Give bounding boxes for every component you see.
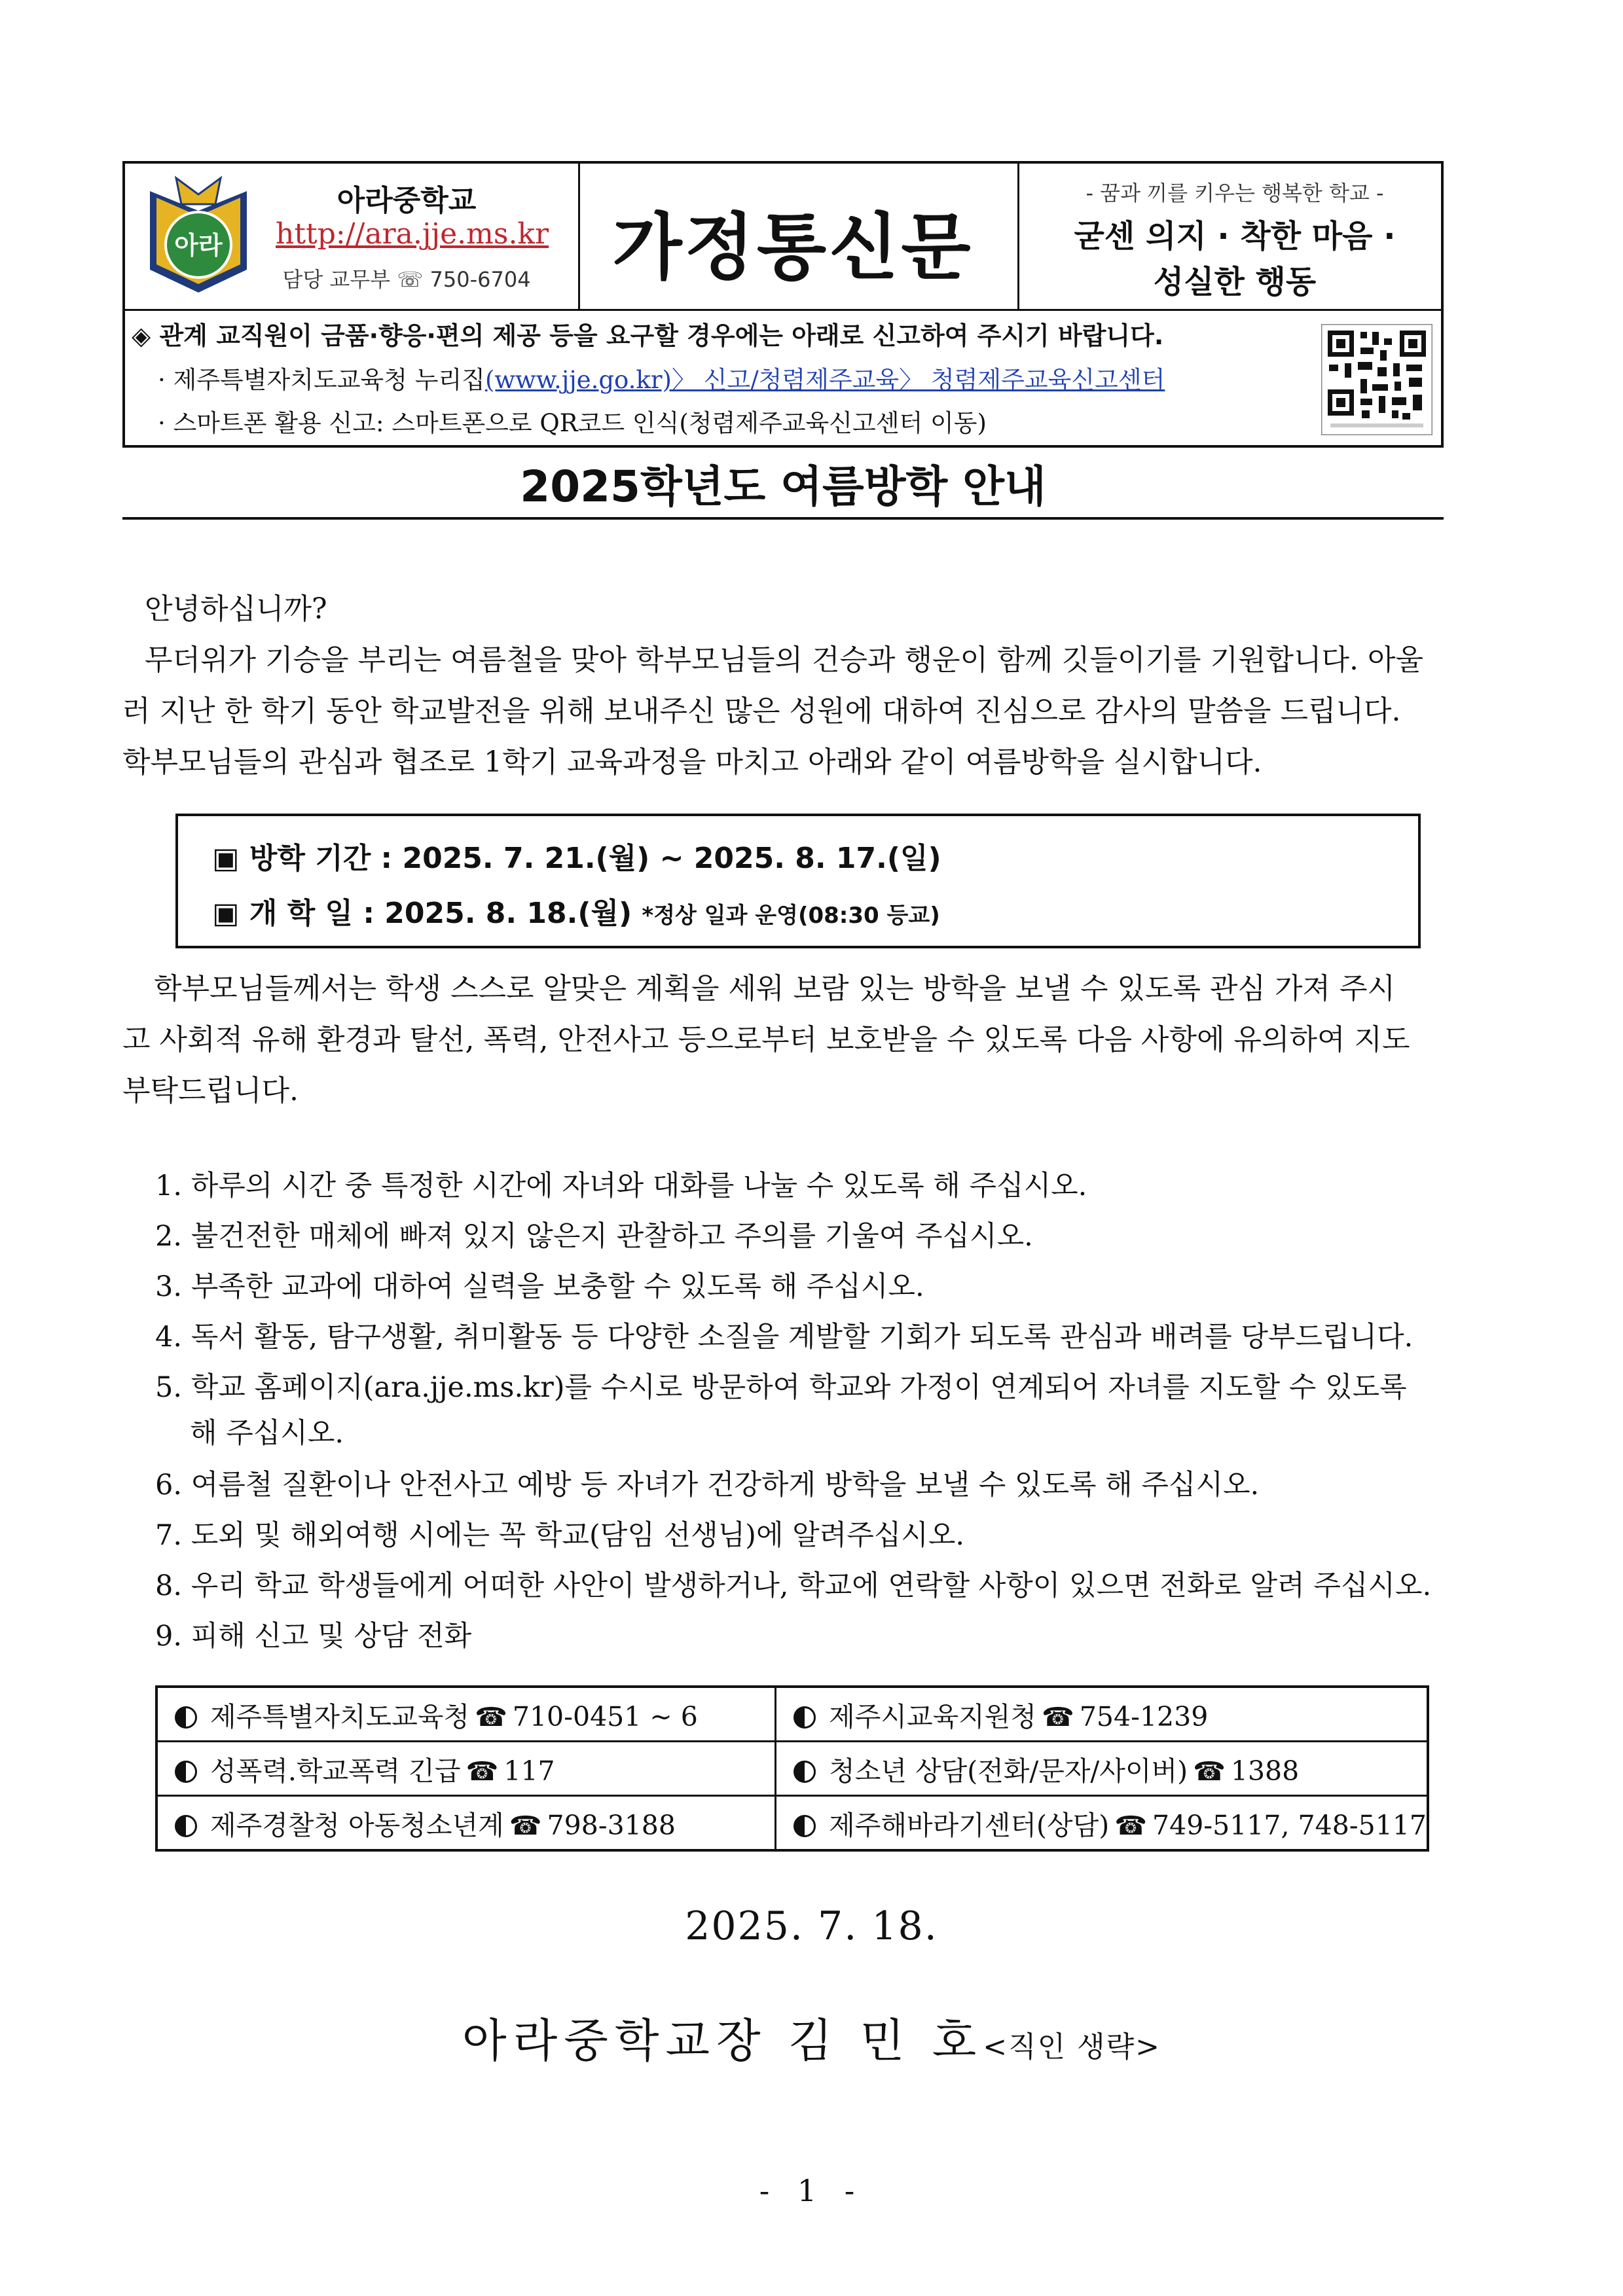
phone-icon: ☎ <box>509 1810 542 1841</box>
contact-cell <box>776 1796 1428 1851</box>
list-item: 1. 하루의 시간 중 특정한 시간에 자녀와 대화를 나눌 수 있도록 해 주십시오. <box>155 1170 1087 1202</box>
half-circle-icon <box>793 1815 816 1837</box>
opening-date: ▣ 개 학 일 : 2025. 8. 18.(월) <box>212 897 632 930</box>
half-circle-icon <box>175 1706 197 1729</box>
school-opening-day <box>212 889 940 931</box>
guidance-line: 고 사회적 유해 환경과 탈선, 폭력, 안전사고 등으로부터 보호받을 수 있도록 다음 사항에 유의하여 지도 <box>122 1023 1410 1056</box>
contact-cell <box>156 1796 776 1851</box>
table-row <box>156 1687 1428 1742</box>
seal-omitted-note: <직인 생략> <box>983 2030 1161 2064</box>
header-divider <box>1017 164 1019 310</box>
intro-paragraph <box>122 584 1444 788</box>
contact-phone: 710-0451 ~ 6 <box>512 1700 698 1732</box>
contact-name: 제주특별자치도교육청 <box>210 1700 470 1732</box>
phone-icon: ☎ <box>1114 1810 1148 1841</box>
qr-code-icon[interactable] <box>1321 324 1432 435</box>
newsletter-title: 가정통신문 <box>612 206 974 289</box>
table-row <box>156 1742 1428 1796</box>
motto-line: 굳센 의지 · 착한 마음 · <box>1074 218 1396 255</box>
half-circle-icon <box>175 1815 197 1837</box>
phone-icon: ☎ <box>475 1702 507 1732</box>
table-row <box>156 1796 1428 1851</box>
phone-icon: ☎ <box>1042 1702 1074 1732</box>
issue-date: 2025. 7. 18. <box>685 1903 938 1949</box>
list-item: 4. 독서 활동, 탐구생활, 취미활동 등 다양한 소질을 계발할 기회가 되도록 관심과 배려를 당부드립니다. <box>155 1321 1413 1354</box>
half-circle-icon <box>175 1761 197 1783</box>
guidance-line: 부탁드립니다. <box>122 1074 299 1107</box>
school-homepage-link[interactable]: http://ara.jje.ms.kr <box>276 217 549 251</box>
list-item: 7. 도외 및 해외여행 시에는 꼭 학교(담임 선생님)에 알려주십시오. <box>155 1519 965 1552</box>
school-name: 아라중학교 <box>337 184 477 217</box>
title-underline <box>122 517 1444 520</box>
page-number: - 1 - <box>759 2173 864 2208</box>
list-item: 2. 불건전한 매체에 빠져 있지 않은지 관찰하고 주의를 기울여 주십시오. <box>155 1220 1033 1253</box>
contact-phone: 749-5117, 748-5117 <box>1152 1809 1427 1841</box>
guidance-paragraph <box>122 963 1444 1117</box>
list-item-continuation: 해 주십시오. <box>190 1417 344 1450</box>
phone-icon: ☎ <box>1193 1756 1226 1787</box>
list-item: 3. 부족한 교과에 대하여 실력을 보충할 수 있도록 해 주십시오. <box>155 1270 924 1303</box>
list-item: 9. 피해 신고 및 상담 전화 <box>155 1620 472 1653</box>
newsletter-header <box>122 161 1444 448</box>
principal-signature <box>0 2004 1623 2070</box>
contact-cell <box>156 1742 776 1796</box>
vacation-period-box <box>175 814 1421 948</box>
contact-cell <box>156 1687 776 1742</box>
school-logo <box>137 171 260 302</box>
opening-note: *정상 일과 운영(08:30 등교) <box>642 903 940 929</box>
vacation-period: ▣ 방학 기간 : 2025. 7. 21.(월) ~ 2025. 8. 17.(일) <box>212 842 941 875</box>
list-item: 8. 우리 학교 학생들에게 어떠한 사안이 발생하거나, 학교에 연락할 사항이 있으면 전화로 알려 주십시오. <box>155 1570 1432 1602</box>
smartphone-report: · 스마트폰 활용 신고: 스마트폰으로 QR코드 인식(청렴제주교육신고센터 이동) <box>158 409 987 437</box>
half-circle-icon <box>793 1706 816 1729</box>
report-path-label: · 제주특별자치도교육청 누리집 <box>158 366 485 394</box>
contact-name: 청소년 상담(전화/문자/사이버) <box>829 1755 1188 1787</box>
report-center-link[interactable]: (www.jje.go.kr)〉 신고/청렴제주교육〉 청렴제주교육신고센터 <box>484 366 1165 394</box>
intro-line: 학부모님들의 관심과 협조로 1학기 교육과정을 마치고 아래와 같이 여름방학을 실시합니다. <box>122 745 1262 779</box>
contact-phone: 1388 <box>1230 1755 1300 1787</box>
hotline-table <box>155 1685 1429 1852</box>
contact-cell <box>776 1687 1428 1742</box>
contact-name: 성폭력.학교폭력 긴급 <box>210 1755 461 1787</box>
half-circle-icon <box>793 1761 816 1783</box>
contact-phone: 798-3188 <box>547 1809 676 1841</box>
contact-phone: 754-1239 <box>1079 1700 1209 1732</box>
header-divider <box>125 309 1441 311</box>
principal-name: 아라중학교장 김 민 호 <box>462 2014 983 2068</box>
contact-name: 제주해바라기센터(상담) <box>829 1809 1110 1841</box>
school-slogan: - 꿈과 끼를 키우는 행복한 학교 - <box>1085 181 1384 206</box>
motto-line: 성실한 행동 <box>1153 264 1317 300</box>
contact-cell <box>776 1742 1428 1796</box>
contact-phone: 117 <box>503 1755 555 1787</box>
list-item: 5. 학교 홈페이지(ara.jje.ms.kr)를 수시로 방문하여 학교와 가정이 연계되어 자녀를 지도할 수 있도록 <box>155 1371 1407 1404</box>
intro-line: 무더위가 기승을 부리는 여름철을 맞아 학부모님들의 건승과 행운이 함께 깃들이기를 기원합니다. 아울 <box>145 643 1423 677</box>
contact-name: 제주경찰청 아동청소년계 <box>210 1809 504 1841</box>
integrity-notice: ◈ 관계 교직원이 금품·향응·편의 제공 등을 요구할 경우에는 아래로 신고하여 주시기 바랍니다. <box>132 321 1164 350</box>
phone-icon: ☎ <box>465 1756 499 1787</box>
logo-lettering: 아라 <box>174 231 223 260</box>
guidance-line: 학부모님들께서는 학생 스스로 알맞은 계획을 세워 보람 있는 방학을 보낼 수 있도록 관심 가져 주시 <box>154 972 1395 1005</box>
school-motto <box>1025 213 1444 305</box>
report-path <box>158 360 1165 395</box>
department-contact: 담당 교무부 ☏ 750-6704 <box>282 267 531 292</box>
document-title: 2025학년도 여름방학 안내 <box>520 461 1046 512</box>
header-divider <box>578 164 580 310</box>
intro-line: 러 지난 한 학기 동안 학교발전을 위해 보내주신 많은 성원에 대하여 진심으로 감사의 말씀을 드립니다. <box>122 694 1401 728</box>
list-item: 6. 여름철 질환이나 안전사고 예방 등 자녀가 건강하게 방학을 보낼 수 있도록 해 주십시오. <box>155 1469 1260 1501</box>
greeting: 안녕하십니까? <box>145 592 327 626</box>
contact-name: 제주시교육지원청 <box>829 1700 1036 1732</box>
